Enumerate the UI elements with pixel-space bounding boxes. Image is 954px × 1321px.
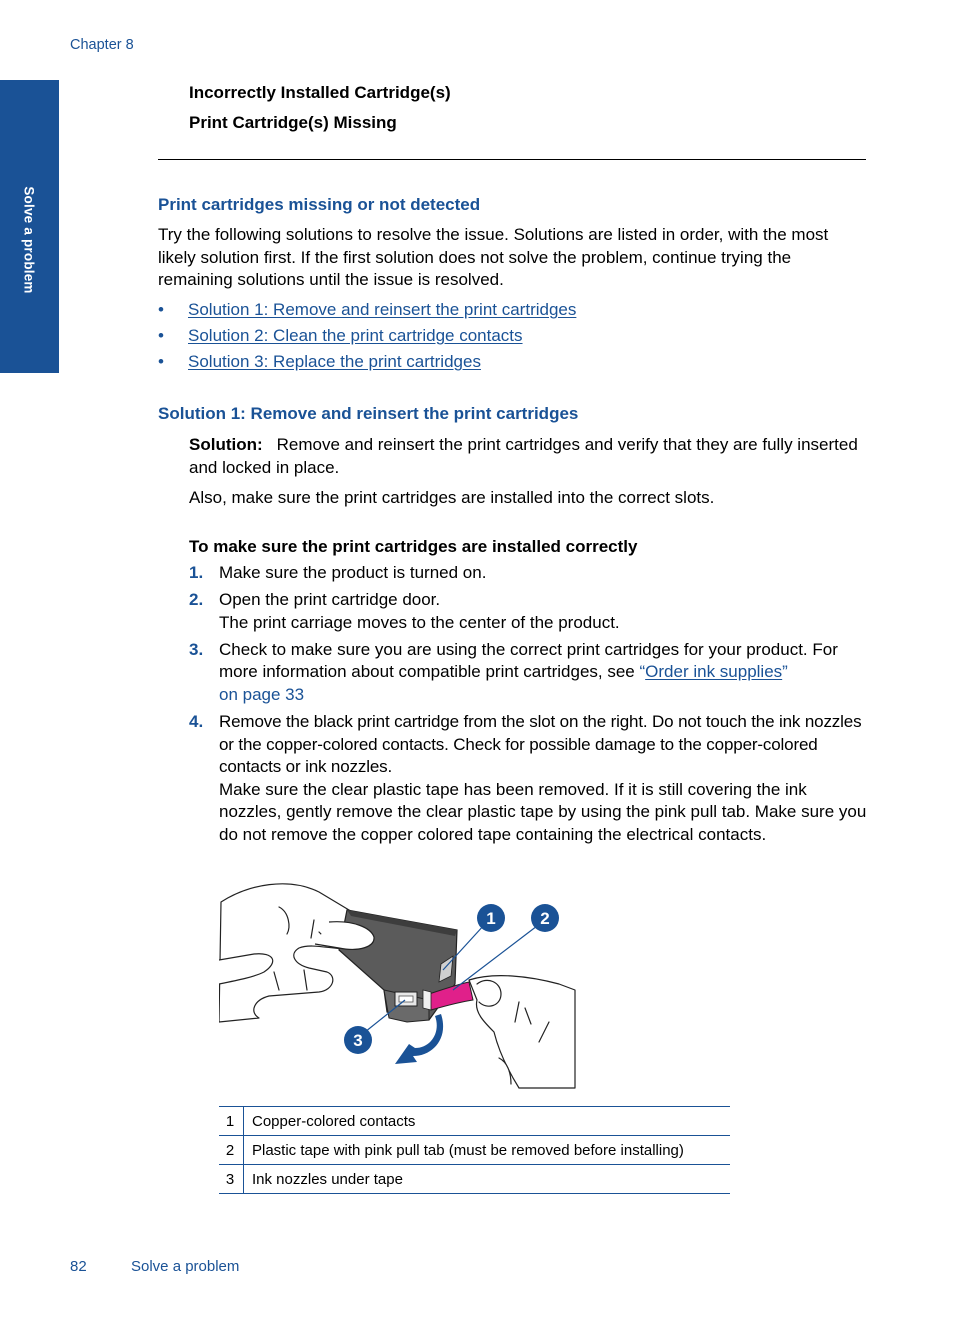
chapter-label: Chapter 8	[70, 37, 134, 53]
cartridge-icon	[315, 910, 473, 1022]
bullet-icon: •	[158, 300, 164, 319]
also-note: Also, make sure the print cartridges are installed into the correct slots.	[189, 488, 715, 507]
legend-number: 3	[219, 1165, 244, 1194]
quote-close: ”	[782, 662, 788, 682]
callout-1-icon	[477, 904, 505, 932]
cartridge-illustration	[219, 872, 579, 1090]
step-number: 1.	[189, 563, 204, 582]
step-text	[219, 639, 869, 707]
step-subtext: The print carriage moves to the center of the product.	[219, 612, 620, 632]
legend-number: 1	[219, 1107, 244, 1136]
table-row	[219, 1165, 730, 1194]
step-3	[189, 639, 869, 707]
solution-1-title: Solution 1: Remove and reinsert the print cartridges	[158, 404, 579, 423]
intro-paragraph: Try the following solutions to resolve the issue. Solutions are listed in order, with the most likely solution first. If the first solution does not solve the problem, continue trying the remaining solutions until the issue is resolved.	[158, 225, 829, 290]
list-item	[158, 299, 576, 325]
callout-3-icon	[344, 1026, 372, 1054]
page-reference-link[interactable]: on page 33	[219, 684, 305, 704]
step-number: 2.	[189, 590, 204, 610]
svg-text:1: 1	[486, 909, 496, 928]
steps-list	[189, 562, 869, 847]
solutions-list	[158, 299, 576, 377]
table-row	[219, 1136, 730, 1165]
step-number: 3.	[189, 639, 204, 659]
page-number: 82	[70, 1258, 87, 1275]
bullet-icon: •	[158, 326, 164, 345]
solution-2-link[interactable]: Solution 2: Clean the print cartridge contacts	[188, 326, 523, 345]
table-row	[219, 1107, 730, 1136]
step-1	[189, 562, 869, 585]
pull-direction-arrow-icon	[395, 1014, 443, 1064]
message-header-2: Print Cartridge(s) Missing	[189, 113, 397, 132]
list-item	[158, 351, 576, 377]
quote-open: “	[639, 662, 646, 682]
svg-text:3: 3	[353, 1031, 363, 1050]
side-tab-label: Solve a problem	[21, 186, 37, 294]
step-subtext: Make sure the clear plastic tape has been removed. If it is still covering the ink nozzles, gently remove the clear plastic tape by using the pink pull tab. Make sure you do not remove the copper colored tape containing the electrical contacts.	[219, 779, 867, 845]
bullet-icon: •	[158, 352, 164, 371]
step-4	[189, 711, 869, 847]
legend-label: Ink nozzles under tape	[244, 1165, 731, 1194]
solution-text	[189, 434, 869, 479]
legend-number: 2	[219, 1136, 244, 1165]
callout-2-icon	[531, 904, 559, 932]
divider	[158, 159, 866, 160]
solution-label: Solution:	[189, 435, 263, 454]
solution-1-link[interactable]: Solution 1: Remove and reinsert the print cartridges	[188, 300, 577, 319]
section-title: Print cartridges missing or not detected	[158, 195, 481, 214]
step-number: 4.	[189, 712, 204, 732]
solution-3-link[interactable]: Solution 3: Replace the print cartridges	[188, 352, 481, 371]
order-ink-supplies-link[interactable]: Order ink supplies	[645, 662, 783, 682]
side-tab	[0, 80, 59, 373]
footer-section: Solve a problem	[131, 1258, 240, 1275]
solution-body: Remove and reinsert the print cartridges and verify that they are fully inserted and locked in place.	[189, 435, 858, 477]
figure-legend-table	[219, 1106, 730, 1194]
step-text-body: Check to make sure you are using the correct print cartridges for your product. For more information about compatible print cartridges, see	[219, 639, 838, 682]
message-header-1: Incorrectly Installed Cartridge(s)	[189, 83, 451, 102]
step-text: Remove the black print cartridge from the slot on the right. Do not touch the ink nozzles or the copper-colored contacts. Check for possible damage to the copper-colored contacts or ink nozzles.	[219, 712, 862, 777]
step-2	[189, 589, 869, 634]
legend-label: Copper-colored contacts	[244, 1107, 731, 1136]
procedure-title: To make sure the print cartridges are installed correctly	[189, 537, 638, 556]
right-hand-icon	[469, 976, 575, 1088]
svg-text:2: 2	[540, 909, 550, 928]
step-text: Open the print cartridge door.	[219, 590, 441, 610]
step-text: Make sure the product is turned on.	[219, 563, 487, 582]
list-item	[158, 325, 576, 351]
legend-label: Plastic tape with pink pull tab (must be removed before installing)	[244, 1136, 731, 1165]
